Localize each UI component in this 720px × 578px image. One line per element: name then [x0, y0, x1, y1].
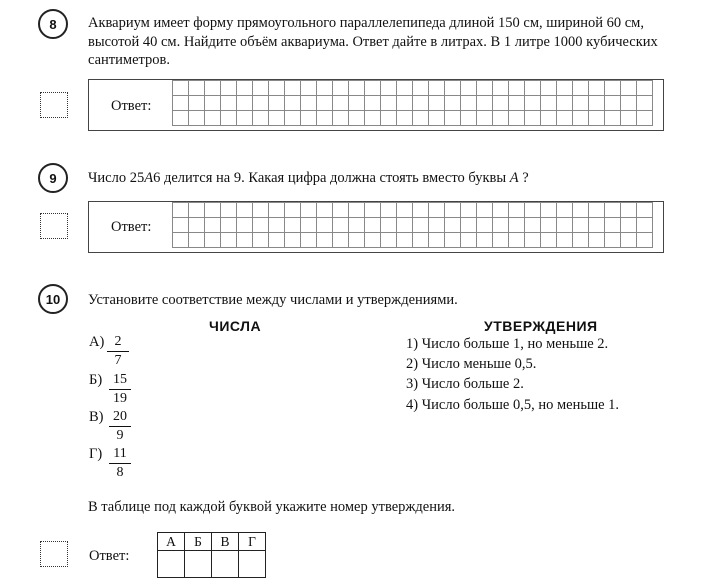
grid-cell[interactable] [509, 203, 525, 218]
grid-cell[interactable] [237, 203, 253, 218]
grid-cell[interactable] [285, 81, 301, 96]
grid-cell[interactable] [333, 203, 349, 218]
grid-cell[interactable] [429, 203, 445, 218]
grid-cell[interactable] [285, 218, 301, 233]
question-10-answer-label: Ответ: [89, 548, 130, 564]
fraction-numerator: 11 [109, 445, 131, 464]
grid-cell[interactable] [621, 203, 637, 218]
grid-cell[interactable] [573, 203, 589, 218]
grid-cell[interactable] [205, 218, 221, 233]
answer-letters-table [157, 532, 266, 578]
statement-number: 1) [406, 336, 419, 352]
grid-cell[interactable] [221, 96, 237, 111]
grid-cell[interactable] [237, 96, 253, 111]
grid-cell[interactable] [317, 233, 333, 248]
grid-cell[interactable] [509, 111, 525, 126]
grid-cell[interactable] [189, 111, 205, 126]
grid-cell[interactable] [525, 233, 541, 248]
question-9-variable: A [144, 170, 154, 186]
grid-cell[interactable] [605, 233, 621, 248]
grid-cell[interactable] [621, 96, 637, 111]
grid-cell[interactable] [637, 96, 653, 111]
grid-cell[interactable] [397, 81, 413, 96]
grid-cell[interactable] [461, 218, 477, 233]
grid-cell[interactable] [381, 233, 397, 248]
question-8-answer-grid[interactable] [172, 80, 653, 126]
grid-cell[interactable] [477, 81, 493, 96]
grid-cell[interactable] [413, 233, 429, 248]
grid-cell[interactable] [285, 233, 301, 248]
grid-cell[interactable] [637, 203, 653, 218]
grid-cell[interactable] [205, 233, 221, 248]
grid-cell[interactable] [285, 96, 301, 111]
grid-cell[interactable] [605, 203, 621, 218]
answer-cell-v[interactable] [212, 551, 239, 578]
grid-cell[interactable] [173, 81, 189, 96]
grid-cell[interactable] [205, 96, 221, 111]
question-10-number: 10 [38, 284, 68, 314]
statements-heading: УТВЕРЖДЕНИЯ [484, 318, 598, 334]
grid-cell[interactable] [589, 96, 605, 111]
fraction [109, 445, 131, 482]
grid-cell[interactable] [445, 218, 461, 233]
fraction-denominator: 8 [116, 465, 124, 480]
grid-cell[interactable] [573, 81, 589, 96]
grid-cell[interactable] [541, 96, 557, 111]
grid-cell[interactable] [301, 96, 317, 111]
fraction-denominator: 19 [113, 391, 127, 406]
grid-cell[interactable] [557, 218, 573, 233]
grid-cell[interactable] [461, 81, 477, 96]
grid-cell[interactable] [429, 218, 445, 233]
grid-cell[interactable] [173, 96, 189, 111]
grid-cell[interactable] [269, 203, 285, 218]
grid-cell[interactable] [237, 111, 253, 126]
grid-cell[interactable] [269, 111, 285, 126]
grid-cell[interactable] [381, 96, 397, 111]
grid-cell[interactable] [365, 96, 381, 111]
option-letter: Г) [89, 446, 103, 462]
grid-cell[interactable] [333, 233, 349, 248]
question-9-answer-grid[interactable] [172, 202, 653, 248]
statement-text: Число меньше 0,5. [421, 356, 537, 372]
grid-cell[interactable] [365, 203, 381, 218]
grid-cell[interactable] [397, 203, 413, 218]
grid-cell[interactable] [333, 81, 349, 96]
grid-cell[interactable] [317, 96, 333, 111]
grid-cell[interactable] [493, 96, 509, 111]
question-8-text-line3: сантиметров. [88, 52, 171, 68]
grid-cell[interactable] [349, 218, 365, 233]
grid-cell[interactable] [589, 218, 605, 233]
grid-cell[interactable] [221, 233, 237, 248]
grid-cell[interactable] [445, 203, 461, 218]
grid-cell[interactable] [301, 203, 317, 218]
grid-cell[interactable] [525, 81, 541, 96]
grid-cell[interactable] [509, 218, 525, 233]
grid-cell[interactable] [365, 218, 381, 233]
grid-cell[interactable] [285, 203, 301, 218]
grid-cell[interactable] [301, 111, 317, 126]
grid-cell[interactable] [317, 203, 333, 218]
grid-cell[interactable] [573, 96, 589, 111]
grid-cell[interactable] [333, 111, 349, 126]
grid-cell[interactable] [317, 81, 333, 96]
question-8-check-box [40, 92, 68, 118]
grid-cell[interactable] [461, 96, 477, 111]
question-9-number: 9 [38, 163, 68, 193]
question-9-text [88, 168, 529, 188]
grid-cell[interactable] [557, 96, 573, 111]
grid-cell[interactable] [509, 81, 525, 96]
grid-cell[interactable] [189, 81, 205, 96]
grid-cell[interactable] [461, 111, 477, 126]
question-10-check-box [40, 541, 68, 567]
grid-cell[interactable] [189, 233, 205, 248]
grid-cell[interactable] [557, 233, 573, 248]
grid-cell[interactable] [605, 111, 621, 126]
question-8-text-line1: Аквариум имеет форму прямоугольного параллелепипеда длиной 150 см, шириной 60 см, [88, 15, 644, 31]
grid-cell[interactable] [589, 203, 605, 218]
grid-cell[interactable] [397, 218, 413, 233]
statement-text: Число больше 0,5, но меньше 1. [421, 397, 620, 413]
fraction [109, 408, 131, 445]
grid-cell[interactable] [253, 81, 269, 96]
grid-cell[interactable] [413, 218, 429, 233]
fraction [107, 333, 129, 370]
grid-cell[interactable] [173, 111, 189, 126]
grid-cell[interactable] [557, 203, 573, 218]
grid-cell[interactable] [221, 203, 237, 218]
question-8-number: 8 [38, 9, 68, 39]
question-10-instruction: В таблице под каждой буквой укажите номер утверждения. [88, 499, 456, 515]
grid-cell[interactable] [381, 81, 397, 96]
grid-cell[interactable] [557, 111, 573, 126]
grid-cell[interactable] [621, 111, 637, 126]
grid-cell[interactable] [365, 81, 381, 96]
grid-cell[interactable] [333, 218, 349, 233]
grid-cell[interactable] [493, 81, 509, 96]
grid-cell[interactable] [445, 233, 461, 248]
grid-cell[interactable] [621, 218, 637, 233]
grid-cell[interactable] [429, 233, 445, 248]
grid-cell[interactable] [413, 81, 429, 96]
grid-cell[interactable] [269, 96, 285, 111]
statement-text: Число больше 2. [421, 376, 524, 392]
grid-cell[interactable] [429, 96, 445, 111]
grid-cell[interactable] [173, 218, 189, 233]
grid-cell[interactable] [461, 203, 477, 218]
grid-cell[interactable] [429, 111, 445, 126]
grid-cell[interactable] [301, 233, 317, 248]
grid-cell[interactable] [253, 218, 269, 233]
grid-cell[interactable] [413, 111, 429, 126]
grid-cell[interactable] [349, 233, 365, 248]
grid-cell[interactable] [477, 233, 493, 248]
grid-cell[interactable] [621, 233, 637, 248]
grid-cell[interactable] [285, 111, 301, 126]
statement-number: 3) [406, 376, 419, 392]
grid-cell[interactable] [317, 218, 333, 233]
grid-cell[interactable] [333, 96, 349, 111]
grid-cell[interactable] [637, 233, 653, 248]
grid-cell[interactable] [221, 81, 237, 96]
question-8-text-line2: высотой 40 см. Найдите объём аквариума. Ответ дайте в литрах. В 1 литре 1000 кубических [88, 34, 658, 50]
option-letter: В) [89, 409, 104, 425]
grid-cell[interactable] [621, 81, 637, 96]
grid-cell[interactable] [509, 96, 525, 111]
statement-item [406, 336, 608, 353]
grid-cell[interactable] [253, 203, 269, 218]
fraction-numerator: 15 [109, 371, 131, 390]
grid-cell[interactable] [429, 81, 445, 96]
grid-cell[interactable] [237, 218, 253, 233]
grid-cell[interactable] [205, 111, 221, 126]
answer-cell-b[interactable] [185, 551, 212, 578]
grid-cell[interactable] [589, 111, 605, 126]
grid-cell[interactable] [605, 218, 621, 233]
grid-cell[interactable] [477, 96, 493, 111]
fraction-denominator: 7 [114, 353, 122, 368]
grid-cell[interactable] [253, 233, 269, 248]
grid-cell[interactable] [237, 233, 253, 248]
question-9-check-box [40, 213, 68, 239]
grid-cell[interactable] [317, 111, 333, 126]
grid-cell[interactable] [525, 96, 541, 111]
grid-cell[interactable] [253, 111, 269, 126]
grid-cell[interactable] [365, 111, 381, 126]
statement-number: 4) [406, 397, 419, 413]
grid-cell[interactable] [301, 218, 317, 233]
table-header-v: В [212, 533, 239, 551]
grid-cell[interactable] [541, 233, 557, 248]
grid-cell[interactable] [221, 218, 237, 233]
grid-cell[interactable] [461, 233, 477, 248]
grid-cell[interactable] [589, 81, 605, 96]
grid-cell[interactable] [541, 203, 557, 218]
question-10-text: Установите соответствие между числами и утверждениями. [88, 292, 458, 308]
grid-cell[interactable] [349, 203, 365, 218]
question-9-answer-label: Ответ: [111, 219, 152, 235]
grid-cell[interactable] [269, 81, 285, 96]
grid-cell[interactable] [525, 218, 541, 233]
grid-cell[interactable] [253, 96, 269, 111]
grid-cell[interactable] [493, 203, 509, 218]
grid-cell[interactable] [269, 218, 285, 233]
grid-cell[interactable] [173, 203, 189, 218]
fraction-denominator: 9 [116, 428, 124, 443]
fraction-numerator: 20 [109, 408, 131, 427]
table-header-b: Б [185, 533, 212, 551]
grid-cell[interactable] [205, 203, 221, 218]
grid-cell[interactable] [637, 111, 653, 126]
statement-text: Число больше 1, но меньше 2. [421, 336, 609, 352]
grid-cell[interactable] [525, 203, 541, 218]
question-9-text-middle: 6 делится на 9. Какая цифра должна стоять вместо буквы [153, 170, 507, 186]
grid-cell[interactable] [493, 233, 509, 248]
grid-cell[interactable] [573, 233, 589, 248]
grid-cell[interactable] [189, 96, 205, 111]
grid-cell[interactable] [381, 218, 397, 233]
grid-cell[interactable] [397, 111, 413, 126]
grid-cell[interactable] [525, 111, 541, 126]
table-header-g: Г [239, 533, 266, 551]
grid-cell[interactable] [589, 233, 605, 248]
table-header-a: А [158, 533, 185, 551]
grid-cell[interactable] [189, 218, 205, 233]
grid-cell[interactable] [541, 81, 557, 96]
grid-cell[interactable] [605, 81, 621, 96]
numbers-heading: ЧИСЛА [209, 318, 262, 334]
grid-cell[interactable] [445, 111, 461, 126]
grid-cell[interactable] [397, 96, 413, 111]
statement-item [406, 376, 524, 393]
answer-cell-a[interactable] [158, 551, 185, 578]
grid-cell[interactable] [477, 218, 493, 233]
answer-cell-g[interactable] [239, 551, 266, 578]
fraction-numerator: 2 [107, 333, 129, 352]
grid-cell[interactable] [381, 203, 397, 218]
grid-cell[interactable] [637, 81, 653, 96]
grid-cell[interactable] [605, 96, 621, 111]
fraction [109, 371, 131, 408]
grid-cell[interactable] [413, 203, 429, 218]
grid-cell[interactable] [541, 218, 557, 233]
grid-cell[interactable] [573, 218, 589, 233]
question-8-answer-label: Ответ: [111, 98, 152, 114]
grid-cell[interactable] [301, 81, 317, 96]
grid-cell[interactable] [445, 96, 461, 111]
grid-cell[interactable] [541, 111, 557, 126]
statement-item [406, 356, 536, 373]
grid-cell[interactable] [221, 111, 237, 126]
statement-number: 2) [406, 356, 419, 372]
option-letter: Б) [89, 372, 103, 388]
grid-cell[interactable] [573, 111, 589, 126]
grid-cell[interactable] [349, 96, 365, 111]
grid-cell[interactable] [173, 233, 189, 248]
grid-cell[interactable] [349, 111, 365, 126]
grid-cell[interactable] [365, 233, 381, 248]
grid-cell[interactable] [349, 81, 365, 96]
grid-cell[interactable] [189, 203, 205, 218]
grid-cell[interactable] [269, 233, 285, 248]
question-9-variable: A [509, 170, 519, 186]
grid-cell[interactable] [477, 203, 493, 218]
grid-cell[interactable] [381, 111, 397, 126]
grid-cell[interactable] [493, 111, 509, 126]
grid-cell[interactable] [397, 233, 413, 248]
grid-cell[interactable] [477, 111, 493, 126]
grid-cell[interactable] [413, 96, 429, 111]
question-9-text-suffix: ? [522, 170, 529, 186]
grid-cell[interactable] [509, 233, 525, 248]
question-9-text-prefix: Число 25 [88, 170, 145, 186]
grid-cell[interactable] [557, 81, 573, 96]
grid-cell[interactable] [445, 81, 461, 96]
statement-item [406, 397, 619, 414]
grid-cell[interactable] [237, 81, 253, 96]
option-letter: А) [89, 334, 105, 350]
grid-cell[interactable] [205, 81, 221, 96]
grid-cell[interactable] [637, 218, 653, 233]
grid-cell[interactable] [493, 218, 509, 233]
